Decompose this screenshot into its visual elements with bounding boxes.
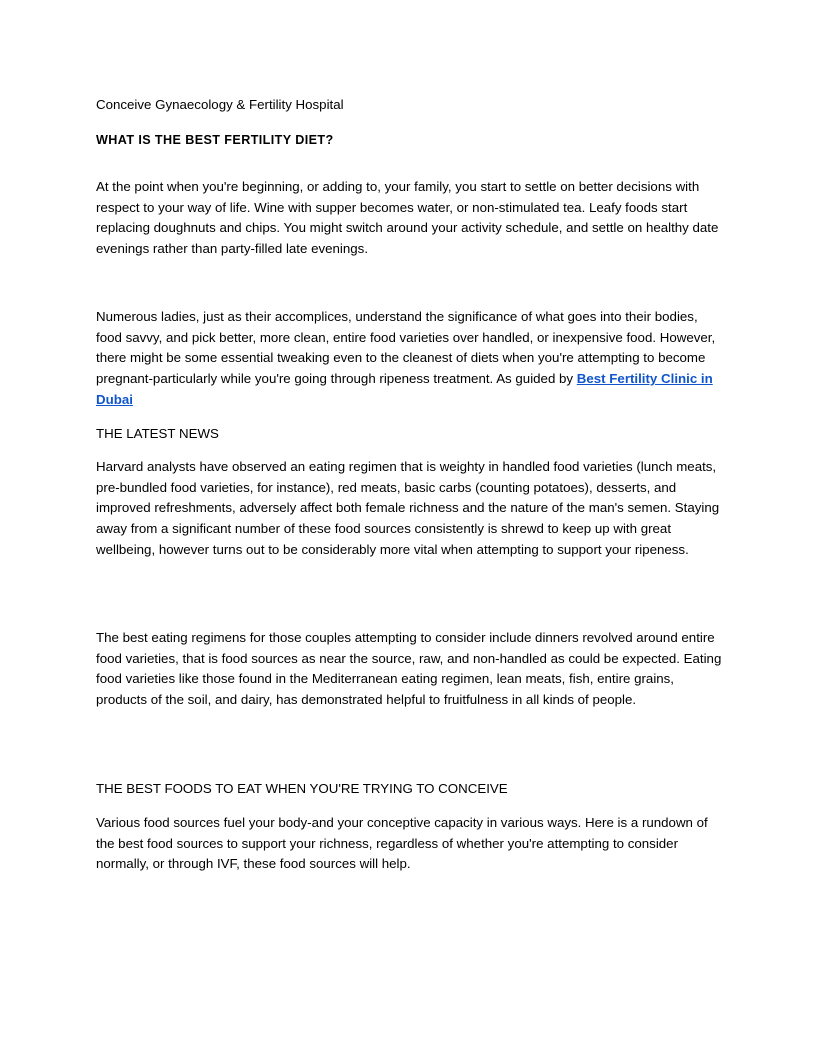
paragraph-accomplices <box>96 307 724 411</box>
paragraph-food-sources: Various food sources fuel your body-and your conceptive capacity in various ways. Here is a rundown of the best food sources to support your richness, regardless of whether you're attempting to consider normally, or through IVF, these food sources will help. <box>96 815 708 872</box>
fertility-clinic-link[interactable]: Best Fertility Clinic in Dubai <box>96 371 713 407</box>
section-heading-latest-news: THE LATEST NEWS <box>96 426 219 441</box>
paragraph-intro: At the point when you're beginning, or adding to, your family, you start to settle on better decisions with respect to your way of life. Wine with supper becomes water, or non-stimulated tea. Leafy foods start replacing doughnuts and chips. You might switch around your activity schedule, and settle on healthy date evenings rather than party-filled late evenings. <box>96 179 719 257</box>
section-heading-best-foods: THE BEST FOODS TO EAT WHEN YOU'RE TRYING TO CONCEIVE <box>96 781 508 796</box>
paragraph-harvard: Harvard analysts have observed an eating regimen that is weighty in handled food varieties (lunch meats, pre-bundled food varieties, for instance), red meats, basic carbs (counting potatoes), desserts, and improved refreshments, adversely affect both female richness and the nature of the man's semen. Staying away from a significant number of these food sources consistently is shrewd to keep up with great wellbeing, however turns out to be considerably more vital when attempting to support your ripeness. <box>96 459 720 557</box>
paragraph-best-regimens: The best eating regimens for those couples attempting to consider include dinners revolved around entire food varieties, that is food sources as near the source, raw, and non-handled as could be expected. Eating food varieties like those found in the Mediterranean eating regimen, lean meats, fish, entire grains, products of the soil, and dairy, has demonstrated helpful to fruitfulness in all kinds of people. <box>96 630 722 708</box>
hospital-name: Conceive Gynaecology & Fertility Hospital <box>96 97 344 112</box>
paragraph-accomplices-text: Numerous ladies, just as their accomplices, understand the significance of what goes into their bodies, food savvy, and pick better, more clean, entire food varieties over handled, or inexpensive food. However, there might be some essential tweaking even to the cleanest of diets when you're attempting to become pregnant-particularly while you're going through ripeness treatment. As guided by <box>96 309 716 387</box>
page-title: WHAT IS THE BEST FERTILITY DIET? <box>96 133 334 147</box>
